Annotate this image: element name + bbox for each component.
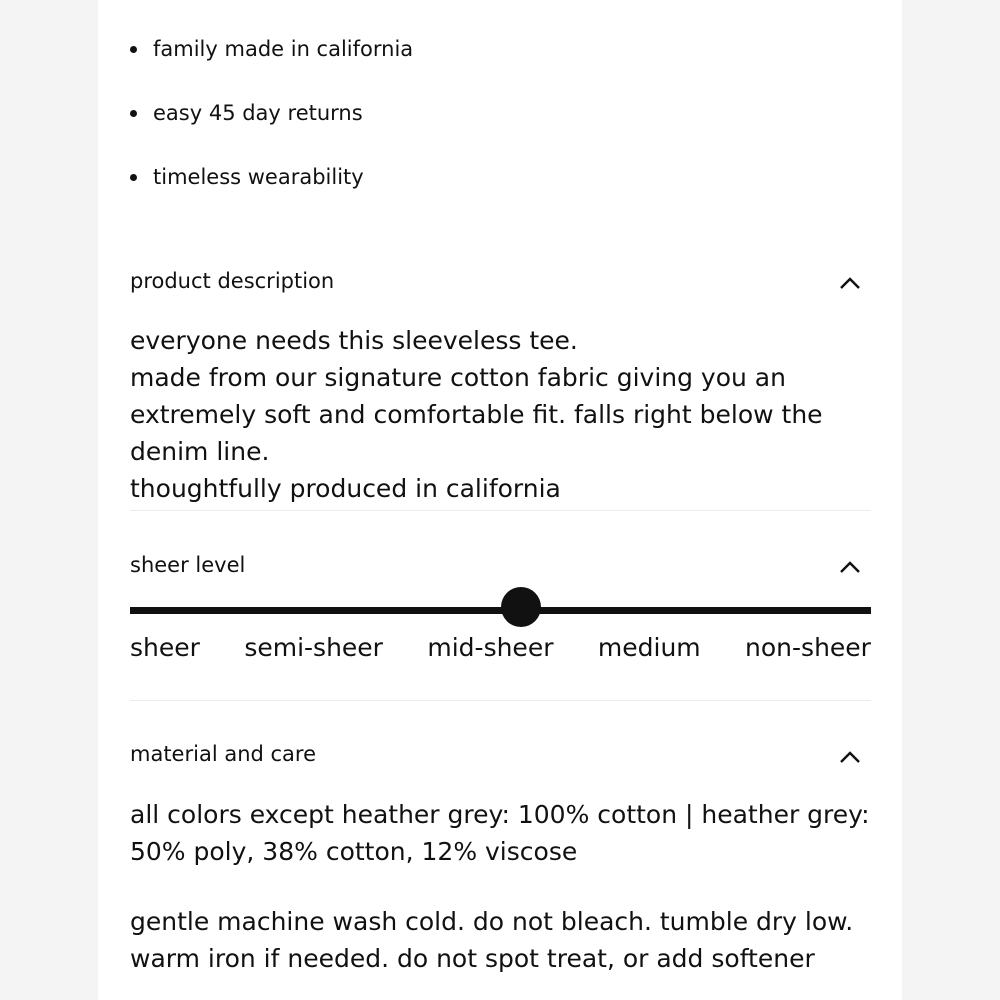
chevron-up-icon[interactable] <box>839 750 861 764</box>
bullet-icon <box>130 174 137 181</box>
care-instructions-text: gentle machine wash cold. do not bleach. tumble dry low. warm iron if needed. do not spot treat, or add softener <box>130 907 854 973</box>
bullet-icon <box>130 110 137 117</box>
section-divider <box>130 510 871 511</box>
description-line: everyone needs this sleeveless tee. <box>130 326 578 355</box>
sheer-level-scale <box>130 631 871 665</box>
sheer-level-label: mid-sheer <box>427 633 554 662</box>
section-divider <box>130 700 871 701</box>
feature-label: family made in california <box>153 37 414 61</box>
sheer-level-label: medium <box>597 633 701 662</box>
description-line: made from our signature cotton fabric giving you an extremely soft and comfortable fit. falls right below the denim line. <box>130 363 823 466</box>
sheer-level-title[interactable]: sheer level <box>130 553 246 577</box>
feature-label: easy 45 day returns <box>153 101 363 125</box>
product-details-panel <box>98 0 902 1000</box>
product-description-text <box>130 322 871 507</box>
sheer-level-indicator <box>501 587 541 627</box>
sheer-level-label: sheer <box>130 633 200 662</box>
material-and-care-title[interactable]: material and care <box>130 742 317 766</box>
bullet-icon <box>130 46 137 53</box>
feature-label: timeless wearability <box>153 165 364 189</box>
sheer-level-label: non-sheer <box>745 633 871 662</box>
chevron-up-icon[interactable] <box>839 276 861 290</box>
description-line: thoughtfully produced in california <box>130 474 561 503</box>
sheer-level-label: semi-sheer <box>244 633 383 662</box>
material-composition-text: all colors except heather grey: 100% cotton | heather grey: 50% poly, 38% cotton, 12% viscose <box>130 800 870 866</box>
product-description-title[interactable]: product description <box>130 269 335 293</box>
chevron-up-icon[interactable] <box>839 560 861 574</box>
